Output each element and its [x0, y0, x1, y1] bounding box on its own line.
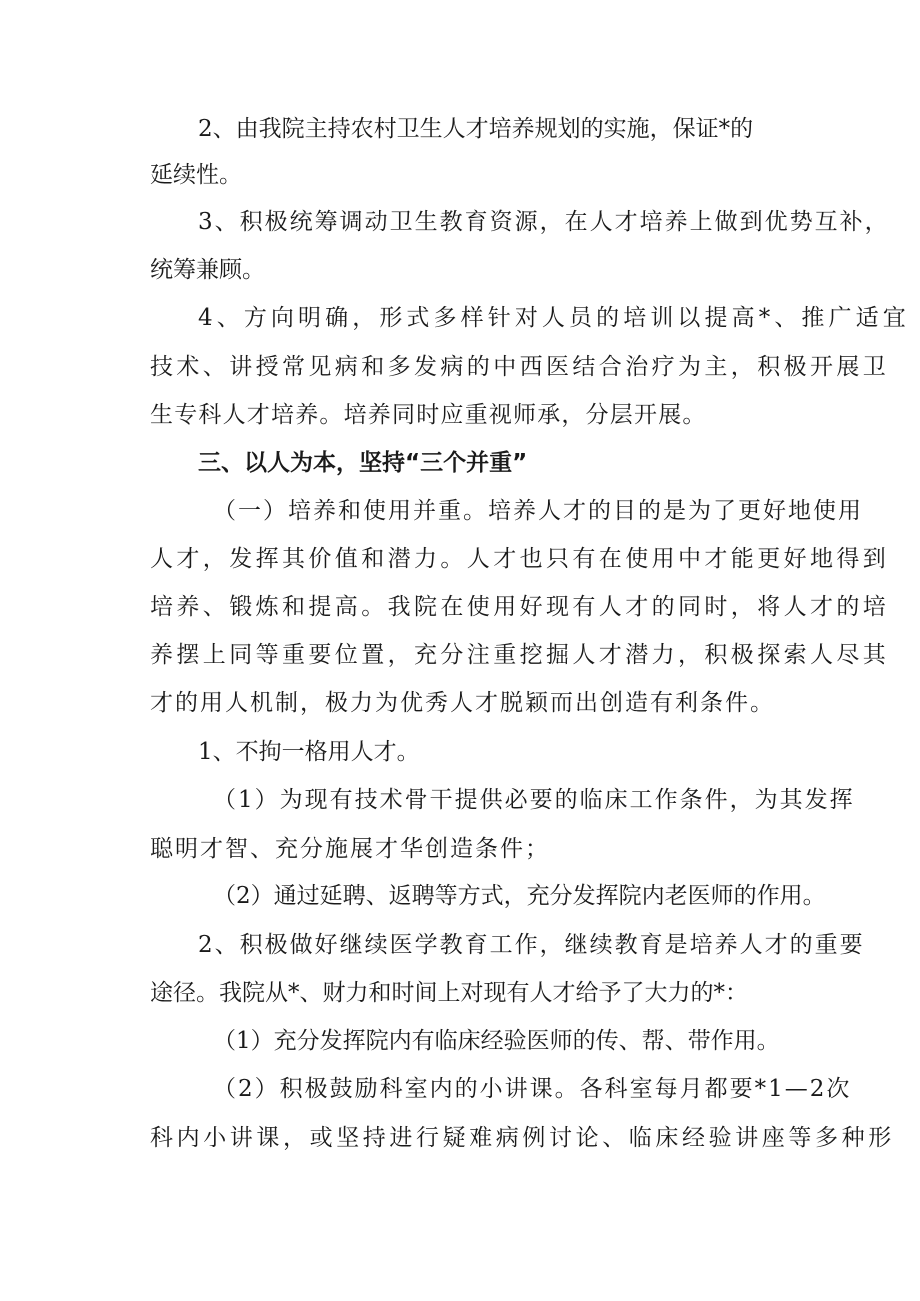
paragraph-line-22: 科内小讲课，或坚持进行疑难病例讨论、临床经验讲座等多种形 — [150, 1125, 895, 1151]
paragraph-line-18: 2、积极做好继续医学教育工作，继续教育是培养人才的重要 — [198, 932, 865, 958]
paragraph-line-20: （1）充分发挥院内有临床经验医师的传、帮、带作用。 — [213, 1028, 780, 1054]
paragraph-line-6: 技术、讲授常见病和多发病的中西医结合治疗为主，积极开展卫 — [150, 354, 890, 380]
paragraph-line-15: （1）为现有技术骨干提供必要的临床工作条件，为其发挥 — [213, 787, 855, 813]
paragraph-line-1: 2、由我院主持农村卫生人才培养规划的实施，保证*的 — [198, 116, 754, 142]
paragraph-line-4: 统筹兼顾。 — [150, 257, 265, 283]
paragraph-line-12: 养摆上同等重要位置，充分注重挖掘人才潜力，积极探索人尽其 — [150, 642, 890, 668]
paragraph-line-19: 途径。我院从*、财力和时间上对现有人才给予了大力的*： — [150, 980, 748, 1006]
paragraph-line-2: 延续性。 — [150, 162, 242, 188]
paragraph-line-13: 才的用人机制，极力为优秀人才脱颖而出创造有利条件。 — [150, 690, 775, 716]
paragraph-line-14: 1、不拘一格用人才。 — [198, 739, 420, 765]
paragraph-line-5: 4、方向明确，形式多样针对人员的培训以提高*、推广适宜 — [198, 305, 910, 331]
paragraph-line-3: 3、积极统筹调动卫生教育资源，在人才培养上做到优势互补， — [198, 209, 890, 235]
paragraph-line-16: 聪明才智、充分施展才华创造条件； — [150, 836, 550, 862]
paragraph-line-11: 培养、锻炼和提高。我院在使用好现有人才的同时，将人才的培 — [150, 594, 890, 620]
paragraph-line-17: （2）通过延聘、返聘等方式，充分发挥院内老医师的作用。 — [213, 883, 826, 909]
paragraph-line-21: （2）积极鼓励科室内的小讲课。各科室每月都要*1—2次 — [213, 1076, 852, 1102]
paragraph-line-9: （一）培养和使用并重。培养人才的目的是为了更好地使用 — [213, 498, 863, 524]
paragraph-line-7: 生专科人才培养。培养同时应重视师承，分层开展。 — [150, 402, 707, 428]
section-heading: 三、以人为本，坚持“三个并重” — [198, 450, 528, 476]
paragraph-line-10: 人才，发挥其价值和潜力。人才也只有在使用中才能更好地得到 — [150, 546, 890, 572]
